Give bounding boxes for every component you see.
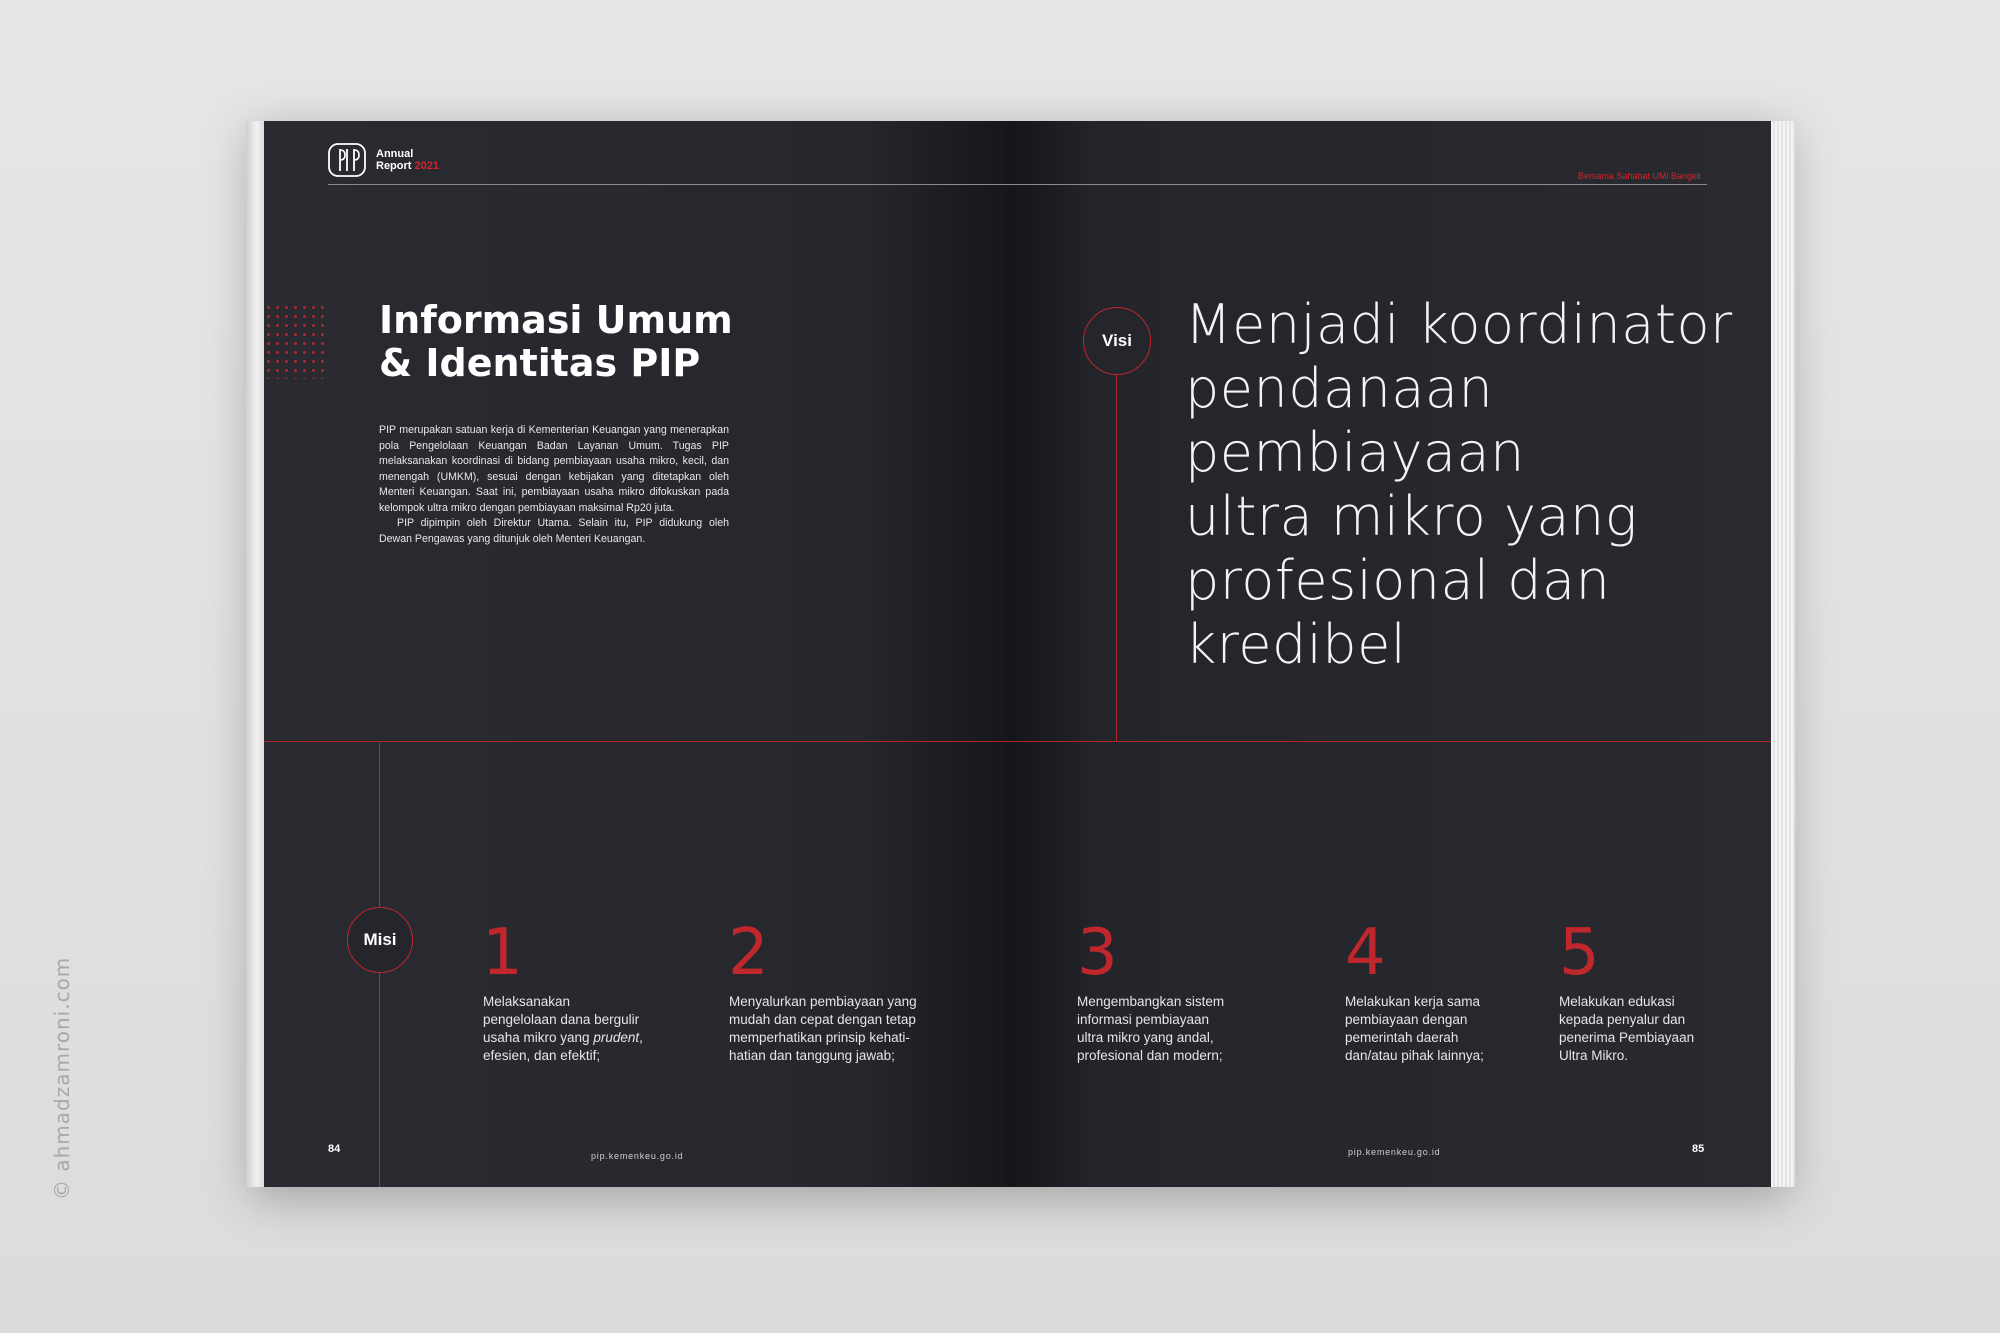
misi-item-2-text: [729, 993, 917, 1065]
misi-item-1-text: [483, 993, 643, 1065]
title-line2: & Identitas PIP: [379, 341, 701, 385]
misi-item-2-line: mudah dan cepat dengan tetap: [729, 1012, 916, 1027]
misi-badge: [347, 907, 413, 973]
visi-vertical-line: [1116, 337, 1117, 741]
misi-number-4: 4: [1345, 916, 1386, 990]
visi-line: Menjadi koordinator: [1185, 293, 1733, 356]
misi-item-1-line: usaha mikro yang: [483, 1030, 594, 1045]
logo-text: [376, 148, 439, 172]
visi-line: pembiayaan: [1185, 421, 1525, 484]
page-title: [379, 299, 733, 385]
misi-number-3: 3: [1077, 916, 1118, 990]
pip-logo: [328, 143, 439, 177]
misi-item-3-line: Mengembangkan sistem: [1077, 994, 1225, 1009]
visi-line: kredibel: [1185, 613, 1407, 676]
watermark: © ahmadzamroni.com: [50, 956, 74, 1200]
visi-badge: [1083, 307, 1151, 375]
divider-line-left: [264, 741, 1007, 742]
misi-number-1: 1: [482, 916, 523, 990]
misi-item-5-line: Melakukan edukasi: [1559, 994, 1675, 1009]
misi-item-3-line: profesional dan modern;: [1077, 1048, 1223, 1063]
intro-paragraph-1: PIP merupakan satuan kerja di Kementerian Keuangan yang menerapkan pola Pengelolaan Keuangan Badan Layanan Umum. Tugas PIP melaksanakan koordinasi di bidang pembiayaan usaha mikro, kecil, dan menengah (UMKM), sesuai dengan kebijakan yang ditetapkan oleh Menteri Keuangan. Saat ini, pembiayaan usaha mikro difokuskan pada kelompok ultra mikro dengan pembiayaan maksimal Rp20 juta.: [379, 424, 729, 514]
misi-item-2-line: memperhatikan prinsip kehati-: [729, 1030, 910, 1045]
misi-item-1-line: pengelolaan dana bergulir: [483, 1012, 640, 1027]
logo-line2: Report: [376, 160, 412, 172]
misi-item-5-line: kepada penyalur dan: [1559, 1012, 1686, 1027]
right-page-edge: [1771, 121, 1795, 1187]
misi-item-4-line: pembiayaan dengan: [1345, 1012, 1468, 1027]
misi-item-1-line: efesien, dan efektif;: [483, 1048, 601, 1063]
divider-line-right: [1007, 741, 1771, 742]
page-number-right: 85: [1692, 1143, 1705, 1155]
misi-item-4-text: [1345, 993, 1484, 1065]
misi-item-3-text: [1077, 993, 1224, 1065]
misi-label: Misi: [363, 930, 397, 949]
visi-statement: [1185, 293, 1733, 677]
logo-year: 2021: [414, 160, 439, 172]
visi-line: pendanaan: [1185, 357, 1494, 420]
misi-item-5-line: penerima Pembiayaan: [1559, 1030, 1695, 1045]
misi-item-2-line: Menyalurkan pembiayaan yang: [729, 994, 917, 1009]
intro-paragraph-2: PIP dipimpin oleh Direktur Utama. Selain itu, PIP didukung oleh Dewan Pengawas yang ditunjuk oleh Menteri Keuangan.: [379, 517, 729, 545]
header-rule-left: [328, 184, 1007, 185]
misi-item-2-line: hatian dan tanggung jawab;: [729, 1048, 895, 1063]
misi-number-5: 5: [1559, 916, 1600, 990]
misi-item-4-line: pemerintah daerah: [1345, 1030, 1459, 1045]
logo-line1: Annual: [376, 148, 414, 160]
misi-item-3-line: informasi pembiayaan: [1077, 1012, 1210, 1027]
title-line1: Informasi Umum: [379, 298, 733, 342]
misi-number-2: 2: [728, 916, 769, 990]
misi-item-1-line: Melaksanakan: [483, 994, 571, 1009]
pip-logo-icon: [328, 143, 366, 177]
right-page: [1007, 121, 1771, 1187]
footer-url-left: pip.kemenkeu.go.id: [591, 1151, 684, 1161]
misi-item-3-line: ultra mikro yang andal,: [1077, 1030, 1214, 1045]
visi-line: ultra mikro yang: [1185, 485, 1638, 548]
visi-line: profesional dan: [1185, 549, 1611, 612]
misi-item-5-line: Ultra Mikro.: [1559, 1048, 1629, 1063]
tagline: Bersama Sahabat UMi Bangkit: [1577, 171, 1701, 181]
visi-label: Visi: [1102, 331, 1132, 350]
misi-item-4-line: dan/atau pihak lainnya;: [1345, 1048, 1484, 1063]
intro-text: [379, 423, 729, 547]
decorative-dot-grid: [264, 303, 328, 379]
page-number-left: 84: [328, 1143, 341, 1155]
header-rule-right: [1007, 184, 1707, 185]
misi-item-1-comma: ,: [639, 1030, 643, 1045]
misi-item-5-text: [1559, 993, 1694, 1065]
left-page: [264, 121, 1007, 1187]
misi-item-1-italic: prudent: [593, 1030, 640, 1045]
misi-item-4-line: Melakukan kerja sama: [1345, 994, 1481, 1009]
footer-url-right: pip.kemenkeu.go.id: [1348, 1147, 1441, 1157]
left-page-edge: [246, 121, 264, 1187]
